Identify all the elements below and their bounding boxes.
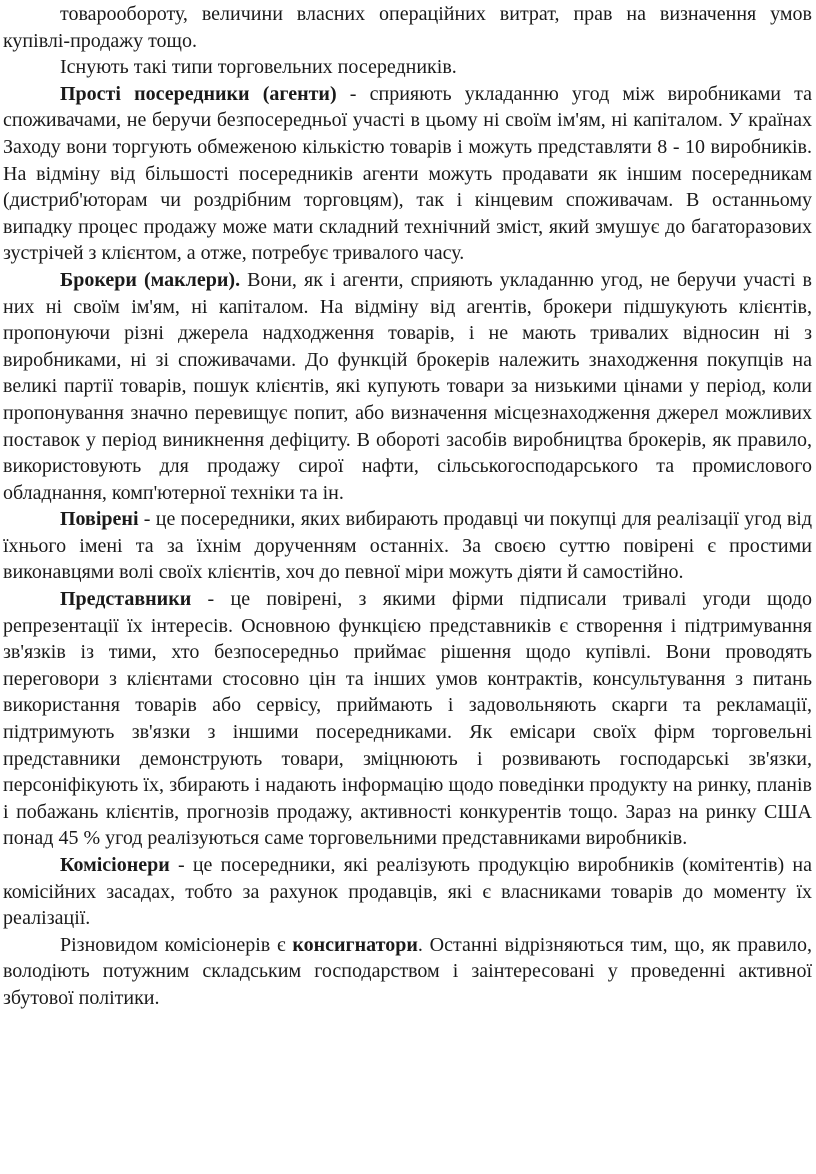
paragraph-text: Існують такі типи торговельних посередників. xyxy=(60,56,457,79)
paragraph-text: - це повірені, з якими фірми підписали тривалі угоди щодо репрезентації їх інтересів. Основною функцією представників є створення і підтримування зв'язків із тими, хто безпосередньо приймає рішення щодо купівлі. Вони проводять переговори з клієнтами стосовно цін та інших умов контрактів, консультування з питань використання товарів або сервісу, приймають і задовольняють скарги та рекламації, підтримують зв'язки з іншими посередниками. Як емісари своїх фірм торговельні представники демонструють товари, зміцнюють і розвивають господарські зв'язки, персоніфікують їх, збирають і надають інформацію щодо поведінки продукту на ринку, планів і побажань клієнтів, прогнозів продажу, активності конкурентів тощо. Зараз на ринку США понад 45 % угод реалізуються саме торговельними представниками виробників. xyxy=(3,588,812,850)
paragraph-text-tail: . Останні відрізняються тим, що, як правило, володіють потужним складським господарством і заінтересовані у проведенні активної збутової політики. xyxy=(3,933,812,1009)
paragraph-types-intro xyxy=(3,54,812,81)
paragraph-text: Різновидом комісіонерів є xyxy=(60,933,293,956)
paragraph-consignees xyxy=(3,932,812,1012)
term-agents: Прості посередники (агенти) xyxy=(60,82,337,105)
term-commission-agents: Комісіонери xyxy=(60,854,170,876)
term-consignees: консигнатори xyxy=(292,933,418,956)
paragraph-brokers xyxy=(3,267,812,506)
paragraph-text: - сприяють укладанню угод між виробниками та споживачами, не беручи безпосередньої участі в цьому ні своїм ім'ям, ні капіталом. У країнах Заходу вони торгують обмеженою кількістю товарів і можуть представляти 8 - 10 виробників. На відміну від більшості посередників агенти можуть продавати як іншим посередникам (дистриб'юторам чи роздрібним торговцям), так і кінцевим споживачам. В останньому випадку процес продажу може мати складний технічний зміст, який змушує до багаторазових зустрічей з клієнтом, а отже, потребує тривалого часу. xyxy=(3,82,812,265)
paragraph-text: товарообороту, величини власних операційних витрат, прав на визначення умов купівлі-продажу тощо. xyxy=(3,3,812,52)
paragraph-representatives xyxy=(3,586,812,852)
paragraph-text: Вони, як і агенти, сприяють укладанню угод, не беручи участі в них ні своїм ім'ям, ні капіталом. На відміну від агентів, брокери підшукують клієнтів, пропонуючи різні джерела надходження товарів, і не мають тривалих відносин ні з виробниками, ні зі споживачами. До функцій брокерів належить знаходження покупців на великі партії товарів, пошук клієнтів, які купують товари за низькими цінами у період, коли пропонування значно перевищує попит, або визначення місцезнаходження джерел можливих поставок у період виникнення дефіциту. В обороті засобів виробництва брокерів, як правило, використовують для продажу сирої нафти, сільськогосподарського та промислового обладнання, комп'ютерної техніки та ін. xyxy=(3,268,813,504)
term-brokers: Брокери (маклери). xyxy=(60,268,241,291)
paragraph-attorneys xyxy=(3,506,812,586)
paragraph-simple-intermediaries xyxy=(3,81,812,267)
term-attorneys: Повірені xyxy=(60,508,139,531)
paragraph-text: - це посередники, яких вибирають продавці чи покупці для реалізації угод від їхнього імені та за їхнім дорученням останніх. За своєю суттю повірені є простими виконавцями волі своїх клієнтів, хоч до певної міри можуть діяти й самостійно. xyxy=(3,508,812,584)
paragraph-text: - це посередники, які реалізують продукцію виробників (комітентів) на комісійних засадах, тобто за рахунок продавців, які є власниками товарів до моменту їх реалізації. xyxy=(3,854,812,930)
paragraph-continuation xyxy=(3,1,812,54)
term-representatives: Представники xyxy=(60,588,192,611)
paragraph-commission-agents xyxy=(3,852,812,932)
